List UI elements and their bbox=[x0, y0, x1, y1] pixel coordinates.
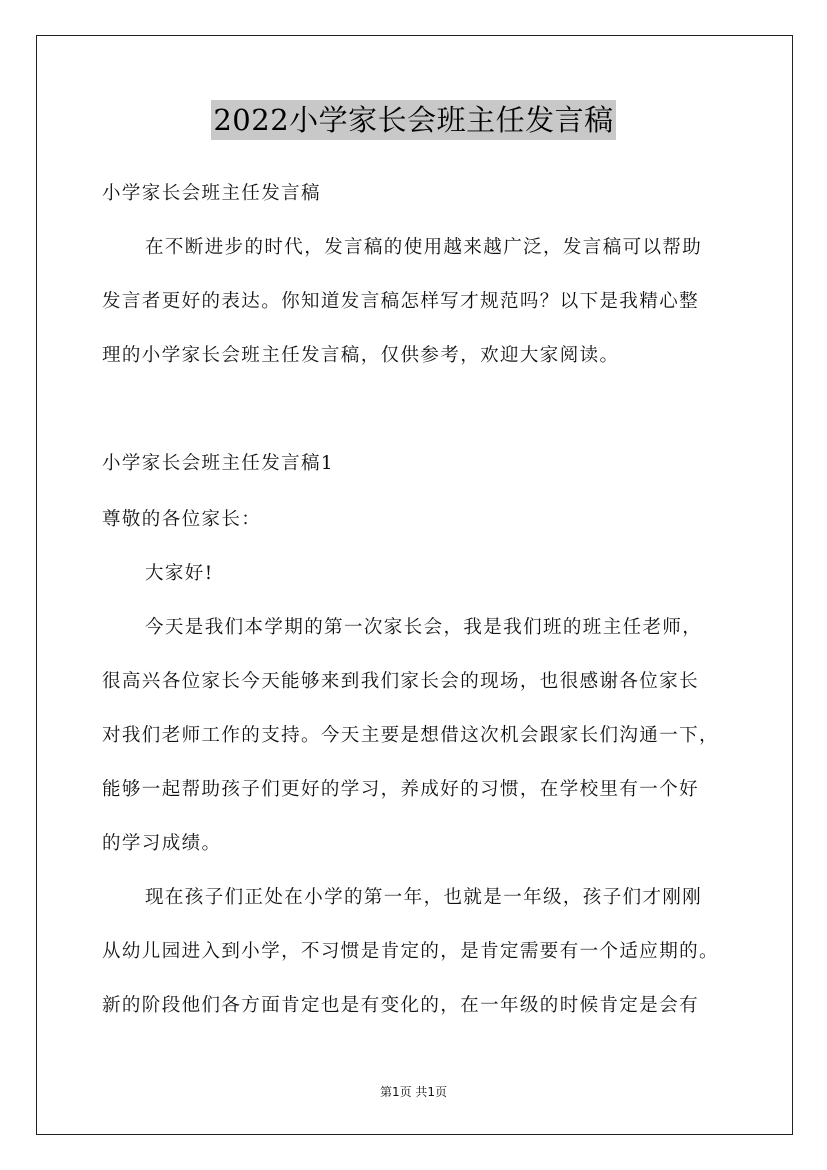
salutation: 尊敬的各位家长： bbox=[102, 509, 262, 530]
paragraph-line: 在不断进步的时代，发言稿的使用越来越广泛，发言稿可以帮助 bbox=[145, 237, 703, 258]
paragraph-line: 理的小学家长会班主任发言稿，仅供参考，欢迎大家阅读。 bbox=[102, 345, 620, 366]
paragraph-line: 对我们老师工作的支持。今天主要是想借这次机会跟家长们沟通一下， bbox=[102, 725, 719, 746]
paragraph-line: 新的阶段他们各方面肯定也是有变化的，在一年级的时候肯定是会有 bbox=[102, 995, 700, 1016]
title-container bbox=[0, 100, 827, 140]
greeting: 大家好! bbox=[145, 563, 214, 584]
subtitle-line: 小学家长会班主任发言稿 bbox=[102, 183, 321, 204]
paragraph-line: 很高兴各位家长今天能够来到我们家长会的现场，也很感谢各位家长 bbox=[102, 671, 700, 692]
paragraph-line: 发言者更好的表达。你知道发言稿怎样写才规范吗？以下是我精心整 bbox=[102, 291, 700, 312]
paragraph-line: 今天是我们本学期的第一次家长会，我是我们班的班主任老师， bbox=[145, 617, 703, 638]
document-title: 2022小学家长会班主任发言稿 bbox=[211, 100, 615, 140]
paragraph-line: 能够一起帮助孩子们更好的学习，养成好的习惯，在学校里有一个好 bbox=[102, 779, 700, 800]
paragraph-line: 的学习成绩。 bbox=[102, 833, 222, 854]
paragraph-line: 从幼儿园进入到小学，不习惯是肯定的，是肯定需要有一个适应期的。 bbox=[102, 941, 719, 962]
section-heading: 小学家长会班主任发言稿1 bbox=[102, 453, 335, 474]
page-footer: 第1页 共1页 bbox=[379, 1085, 448, 1099]
paragraph-line: 现在孩子们正处在小学的第一年，也就是一年级，孩子们才刚刚 bbox=[145, 887, 703, 908]
